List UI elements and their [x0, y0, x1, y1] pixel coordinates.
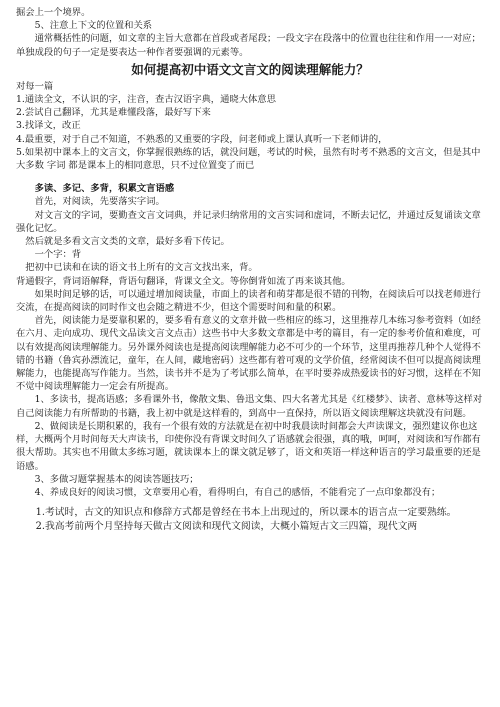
text-line: 然后就是多看文言文类的文章，最好多看下传记。 — [25, 236, 230, 248]
text-line: 掘会上一个境界。 — [16, 7, 91, 18]
list-item: 3.找译文，改正 — [16, 120, 81, 132]
list-item: 2.尝试自己翻译，尤其是难懂段落，最好写下来 — [16, 107, 211, 119]
list-item: 1.通读全文，不认识的字，注音，查古汉语字典，通晓大体意思 — [16, 94, 276, 106]
text-paragraph: 4、养成良好的阅读习惯，文章要用心看，看得明白，有自己的感悟，不能看完了一点印象都没有； — [34, 486, 441, 498]
text-paragraph: 对文言文的字词，要勤查文言文词典，并记录归纳常用的文言实词和虚词，不断去记忆，并通过反复诵读文章强化记忆。 — [16, 209, 481, 234]
text-paragraph: 1、多读书，提高语感；多看课外书，像散文集、鲁迅文集、四大名著尤其是《红楼梦》、读者、意林等这样对自己阅读能力有所帮助的书籍，我上初中就是这样看的，到高中一直保持，所以语文阅读理解这块就没有问题。 — [16, 394, 483, 419]
text-line: 背通假字，背词语解释，背语句翻译，背课文全文。等你倒背如流了再来谈其他。 — [16, 275, 351, 287]
text-paragraph: 1.考试时，古文的知识点和修辞方式都是曾经在书本上出现过的，所以课本的语言点一定要熟练。 — [35, 507, 457, 519]
text-line: 把初中已读和在读的语文书上所有的文言文找出来，背。 — [25, 262, 258, 274]
text-paragraph: 2、做阅读是长期积累的，我有一个很有效的方法就是在初中时我晨读时间都会大声读课文，强烈建议你也这样，大概两个月时间每天大声读书，印使你没有背课文时间久了语感就会很强，真的哦，呵呵，对阅读和写作都有很大帮助。其实也不用做太多练习题，就读课本上的课文就足够了，语文和英语一样这种语言的学习最重要的还是语感。 — [16, 420, 481, 472]
text-paragraph: 2.我高考前两个月坚持每天做古文阅读和现代文阅读，大概小篇短古文三四篇，现代文两 — [35, 521, 418, 533]
article-title: 如何提高初中语文文言文的阅读理解能力？ — [131, 61, 369, 77]
text-line: 5、注意上下文的位置和关系 — [34, 20, 153, 32]
list-item: 5.如果初中课本上的文言文，你掌握很熟练的话，就没问题，考试的时候，虽然有时考不熟悉的文言文，但是其中大多数 字词 都是课本上的相同意思，只不过位置变了而已 — [16, 146, 481, 172]
text-line: 3、多做习题掌握基本的阅读答题技巧； — [34, 473, 199, 485]
text-paragraph: 通常概括性的问题，如文章的主旨大意都在首段或者尾段；一段文字在段落中的位置也往往和作用一一对应；单独成段的句子一定是要表达一种作者要强调的元素等。 — [16, 33, 481, 58]
text-line: 首先，对阅读，先要落实字词。 — [34, 196, 165, 208]
text-paragraph: 首先，阅读能力是要靠积累的，要多看有意义的文章并做一些相应的练习，这里推荐几本练习参考资料（如经在六月、走向成功、现代文品读文言文点击）这些书中大多数文章都是中考的篇目，有一定的参考价值和难度，可以有效提高阅读理解能力。另外课外阅读也是提高阅读理解能力必不可少的一个环节，这里再推荐几种个人觉得不错的书籍（鲁宾孙漂流记，童年，在人间，藏地密码）这些都有着可观的文学价值，经常阅读不但可以提高阅读理解能力，也能提高写作能力。当然，读书并不是为了考试那么简单，在平时要养成热爱读书的好习惯，这样在不知不觉中阅读理解能力一定会有所提高。 — [16, 315, 481, 393]
text-line: 一个字：背 — [34, 249, 82, 261]
section-heading: 多读、多记、多背，积累文言语感 — [34, 183, 175, 195]
text-line: 对每一篇 — [16, 80, 54, 92]
list-item: 4.最重要，对于自己不知道，不熟悉的又重要的字段，问老师或上课认真听一下老师讲的， — [16, 133, 388, 145]
text-paragraph: 如果时间足够的话，可以通过增加阅读量，市面上的读者和萌芽都是很不错的刊物，在阅读后可以找老师进行交流，在提高阅读的同时作文也会随之精进不少，但这个需要时间和量的积累。 — [16, 288, 481, 314]
